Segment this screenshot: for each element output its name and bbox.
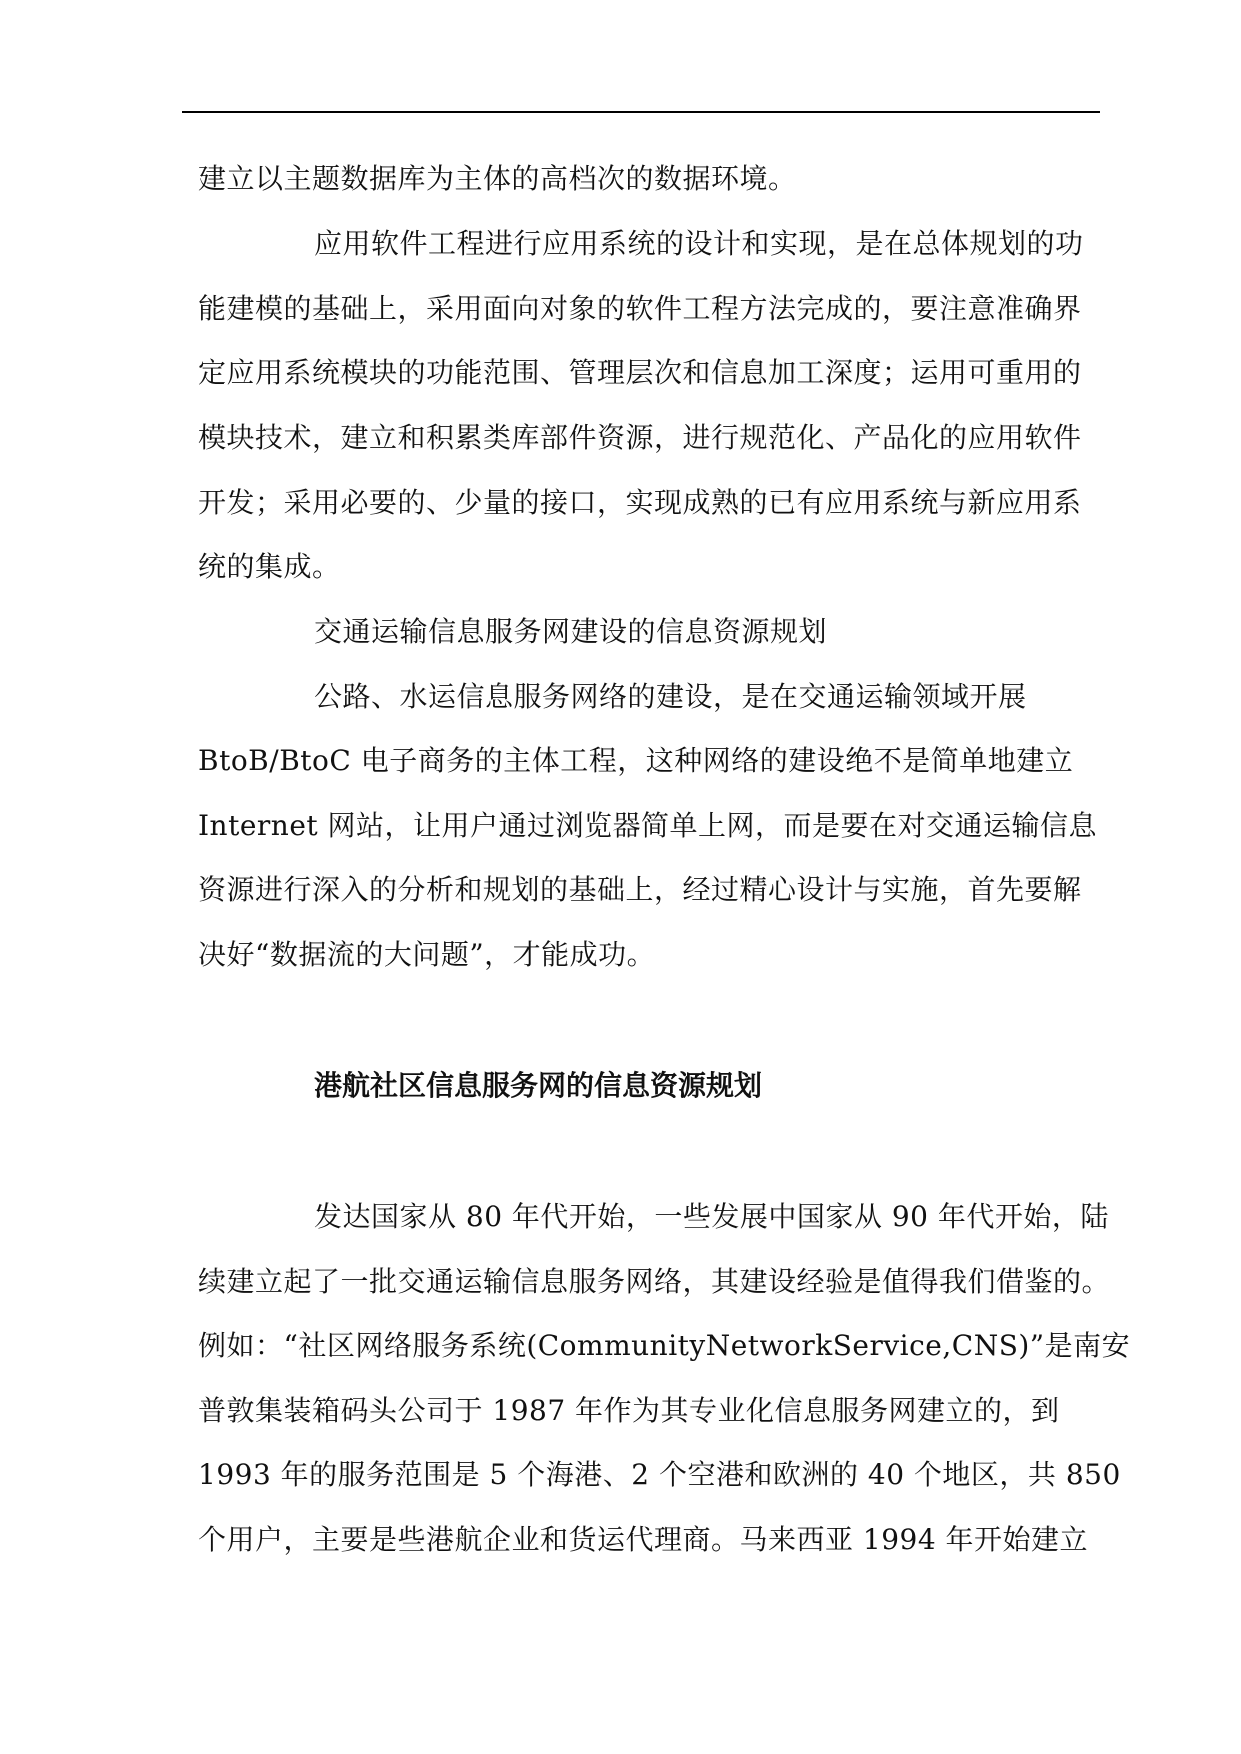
paragraph-line: 普敦集装箱码头公司于 1987 年作为其专业化信息服务网建立的，到 — [198, 1394, 1060, 1427]
paragraph-line: 例如：“社区网络服务系统(CommunityNetworkService,CNS)”是南安 — [198, 1329, 1131, 1362]
paragraph-line: 统的集成。 — [198, 550, 341, 583]
header-rule — [182, 111, 1100, 113]
paragraph-line: 个用户，主要是些港航企业和货运代理商。马来西亚 1994 年开始建立 — [198, 1523, 1089, 1556]
paragraph-line: 决好“数据流的大问题”，才能成功。 — [198, 938, 656, 971]
paragraph-line: 资源进行深入的分析和规划的基础上，经过精心设计与实施，首先要解 — [198, 873, 1082, 906]
section-heading: 港航社区信息服务网的信息资源规划 — [314, 1069, 763, 1102]
subheading: 交通运输信息服务网建设的信息资源规划 — [314, 615, 828, 648]
paragraph-line: 公路、水运信息服务网络的建设，是在交通运输领域开展 — [314, 680, 1027, 713]
paragraph-line: 建立以主题数据库为主体的高档次的数据环境。 — [198, 162, 797, 195]
paragraph-line: 续建立起了一批交通运输信息服务网络，其建设经验是值得我们借鉴的。 — [198, 1265, 1111, 1298]
paragraph-line: 发达国家从 80 年代开始，一些发展中国家从 90 年代开始，陆 — [314, 1200, 1109, 1233]
paragraph-line: 开发；采用必要的、少量的接口，实现成熟的已有应用系统与新应用系 — [198, 486, 1082, 519]
paragraph-line: 能建模的基础上，采用面向对象的软件工程方法完成的，要注意准确界 — [198, 292, 1082, 325]
paragraph-line: 1993 年的服务范围是 5 个海港、2 个空港和欧洲的 40 个地区，共 850 — [198, 1458, 1121, 1491]
paragraph-line: BtoB/BtoC 电子商务的主体工程，这种网络的建设绝不是简单地建立 — [198, 744, 1074, 777]
paragraph-line: 应用软件工程进行应用系统的设计和实现，是在总体规划的功 — [314, 227, 1084, 260]
paragraph-line: 模块技术，建立和积累类库部件资源，进行规范化、产品化的应用软件 — [198, 421, 1082, 454]
paragraph-line: 定应用系统模块的功能范围、管理层次和信息加工深度；运用可重用的 — [198, 356, 1082, 389]
paragraph-line: Internet 网站，让用户通过浏览器简单上网，而是要在对交通运输信息 — [198, 809, 1098, 842]
